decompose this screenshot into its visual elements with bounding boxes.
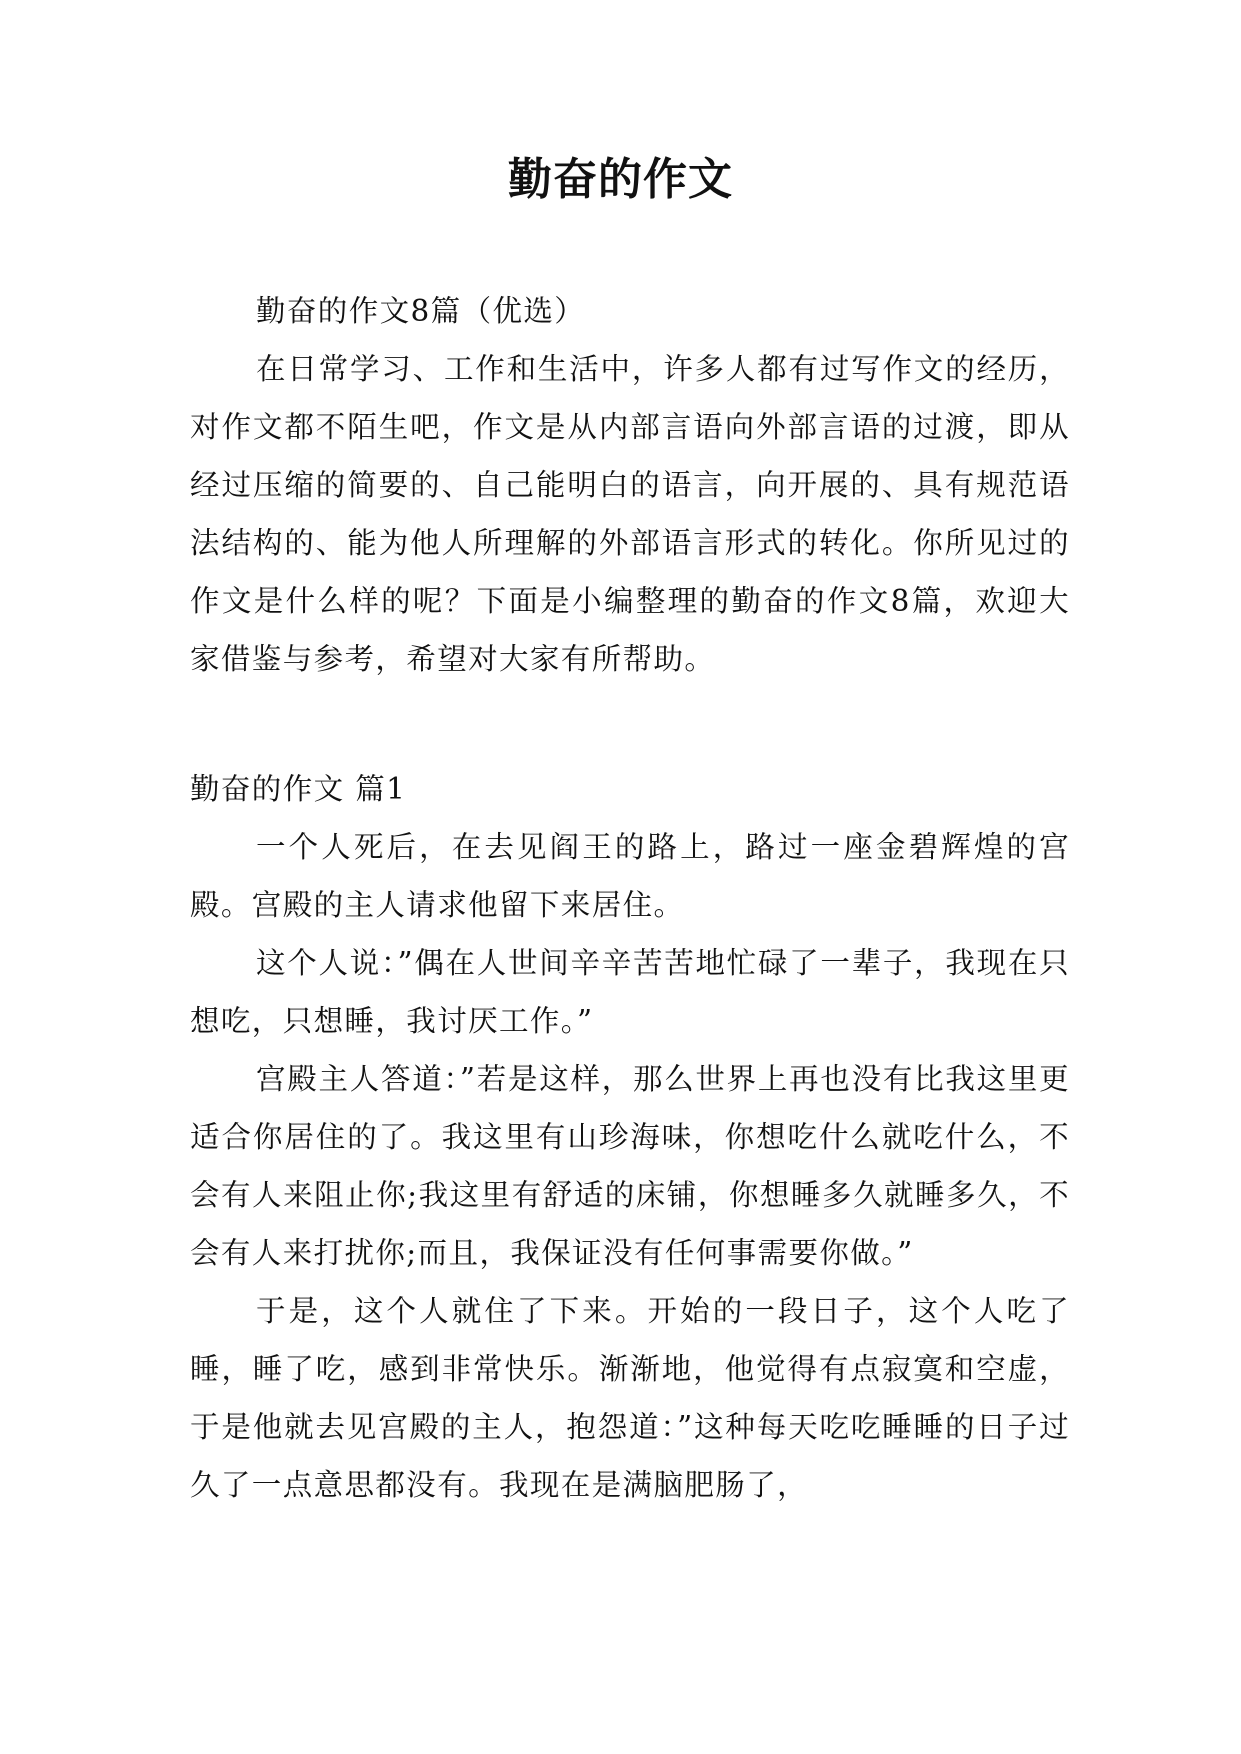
intro-subtitle: 勤奋的作文8篇（优选）: [256, 294, 586, 328]
section-1: [190, 760, 1070, 1514]
intro-paragraph: 在日常学习、工作和生活中，许多人都有过写作文的经历，对作文都不陌生吧，作文是从内部言语向外部言语的过渡，即从经过压缩的简要的、自己能明白的语言，向开展的、具有规范语法结构的、能为他人所理解的外部语言形式的转化。你所见过的作文是什么样的呢？下面是小编整理的勤奋的作文8篇，欢迎大家借鉴与参考，希望对大家有所帮助。: [190, 352, 1070, 676]
section-paragraph: 于是，这个人就住了下来。开始的一段日子，这个人吃了睡，睡了吃，感到非常快乐。渐渐地，他觉得有点寂寞和空虚，于是他就去见宫殿的主人，抱怨道：”这种每天吃吃睡睡的日子过久了一点意思都没有。我现在是满脑肥肠了，: [190, 1294, 1070, 1502]
section-heading: 勤奋的作文 篇1: [190, 772, 407, 806]
section-paragraph: 一个人死后，在去见阎王的路上，路过一座金碧辉煌的宫殿。宫殿的主人请求他留下来居住。: [190, 830, 1070, 922]
intro-section: [190, 282, 1070, 688]
section-paragraph: 这个人说：”偶在人世间辛辛苦苦地忙碌了一辈子，我现在只想吃，只想睡，我讨厌工作。”: [190, 946, 1070, 1038]
document-title: 勤奋的作文: [508, 154, 733, 205]
section-paragraph: 宫殿主人答道：”若是这样，那么世界上再也没有比我这里更适合你居住的了。我这里有山珍海味，你想吃什么就吃什么，不会有人来阻止你;我这里有舒适的床铺，你想睡多久就睡多久，不会有人来打扰你;而且，我保证没有任何事需要你做。”: [190, 1062, 1070, 1270]
